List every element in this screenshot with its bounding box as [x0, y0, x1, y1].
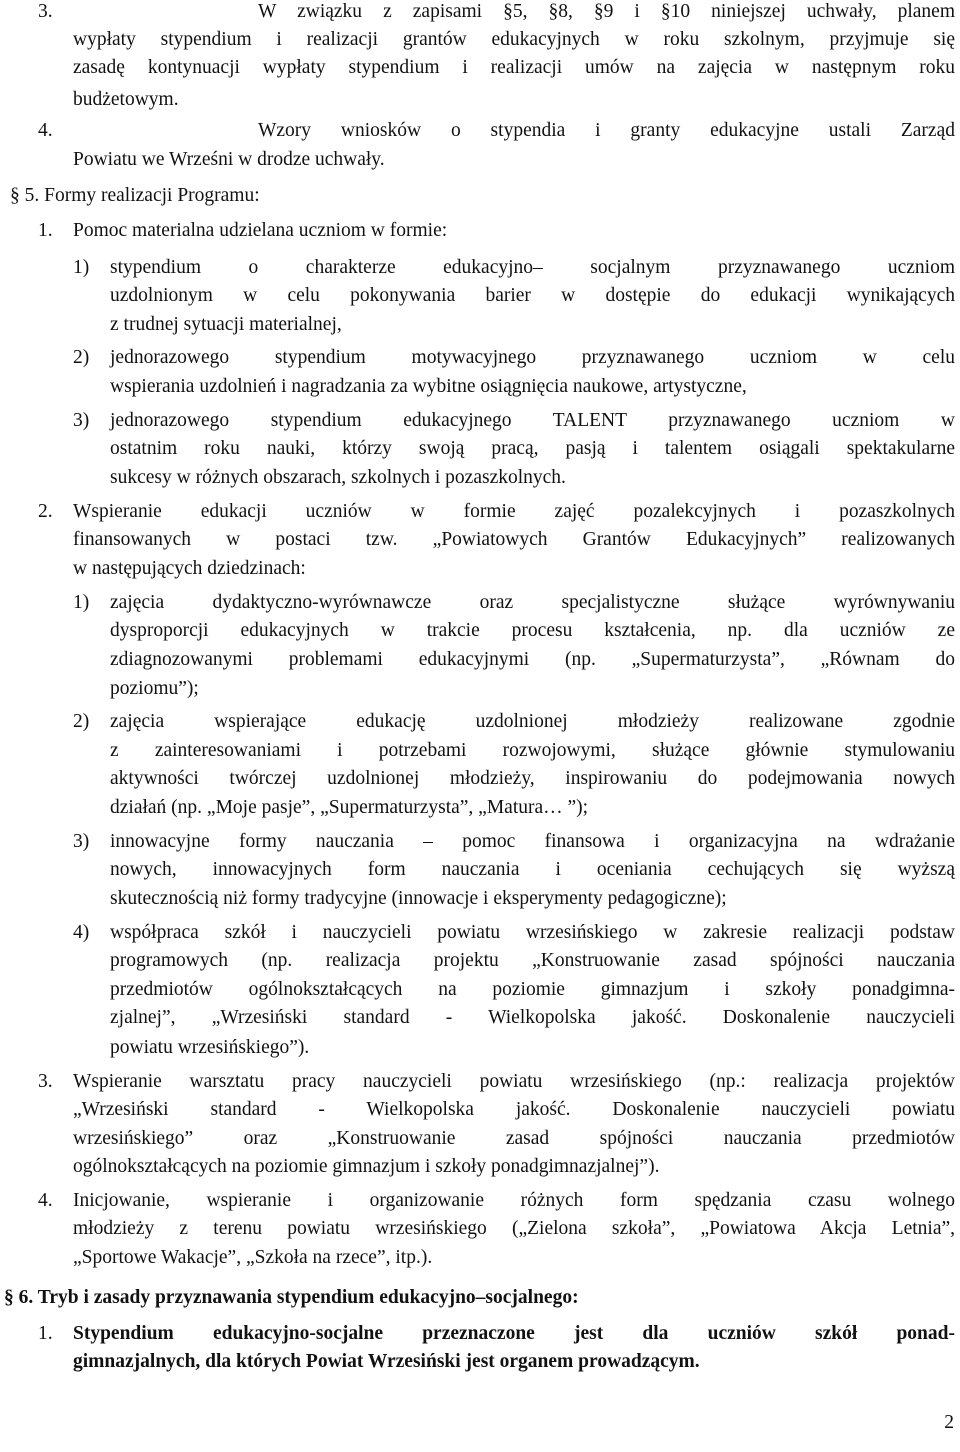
text-line: z zainteresowaniami i potrzebami rozwojowymi, służące głównie stymulowaniu [110, 740, 955, 761]
subitem-number: 1) [73, 592, 90, 613]
subitem-number: 3) [73, 410, 90, 431]
section-heading: § 5. Formy realizacji Programu: [10, 185, 260, 206]
text-line: młodzieży z terenu powiatu wrzesińskiego („Zielona szkoła”, „Powiatowa Akcja Letnia”, [73, 1218, 955, 1239]
text-line: jednorazowego stypendium edukacyjnego TALENT przyznawanego uczniom w [110, 410, 955, 431]
text-line: jednorazowego stypendium motywacyjnego przyznawanego uczniom w celu [110, 347, 955, 368]
item-number: 1. [38, 1323, 53, 1344]
subitem-number: 4) [73, 922, 90, 943]
text-line: Powiatu we Wrześni w drodze uchwały. [73, 149, 385, 170]
text-line: Inicjowanie, wspieranie i organizowanie różnych form spędzania czasu wolnego [73, 1190, 955, 1211]
subitem-number: 1) [73, 257, 90, 278]
text-line: aktywności twórczej uzdolnionej młodzieży, inspirowaniu do podejmowania nowych [110, 768, 955, 789]
text-line: zajęcia wspierające edukację uzdolnionej młodzieży realizowane zgodnie [110, 711, 955, 732]
text-line: wspierania uzdolnień i nagradzania za wybitne osiągnięcia naukowe, artystyczne, [110, 376, 747, 397]
item-number: 1. [38, 220, 53, 241]
text-line: wrzesińskiego” oraz „Konstruowanie zasad spójności nauczania przedmiotów [73, 1128, 955, 1149]
text-line: wypłaty stypendium i realizacji grantów edukacyjnych w roku szkolnym, przyjmuje się [73, 29, 955, 50]
item-number: 2. [38, 501, 53, 522]
text-line: innowacyjne formy nauczania – pomoc finansowa i organizacyjna na wdrażanie [110, 831, 955, 852]
text-line: z trudnej sytuacji materialnej, [110, 314, 342, 335]
item-number: 4. [38, 120, 53, 141]
text-line: powiatu wrzesińskiego”). [110, 1037, 310, 1058]
text-line: „Wrzesiński standard - Wielkopolska jakość. Doskonalenie nauczycieli powiatu [73, 1099, 955, 1120]
text-line: zasadę kontynuacji wypłaty stypendium i realizacji umów na zajęcia w następnym roku [73, 57, 955, 78]
text-line: ogólnokształcących na poziomie gimnazjum i szkoły ponadgimnazjalnej”). [73, 1156, 660, 1177]
text-line: ostatnim roku nauki, którzy swoją pracą, pasją i talentem osiągali spektakularne [110, 438, 955, 459]
text-line: zjalnej”, „Wrzesiński standard - Wielkopolska jakość. Doskonalenie nauczycieli [110, 1007, 955, 1028]
text-line: Wspieranie edukacji uczniów w formie zajęć pozalekcyjnych i pozaszkolnych [73, 501, 955, 522]
text-line: sukcesy w różnych obszarach, szkolnych i pozaszkolnych. [110, 467, 566, 488]
text-line: W związku z zapisami §5, §8, §9 i §10 niniejszej uchwały, planem [258, 1, 955, 22]
subitem-number: 2) [73, 347, 90, 368]
item-number: 3. [38, 1071, 53, 1092]
text-line: poziomu”); [110, 678, 199, 699]
page-number: 2 [944, 1412, 954, 1433]
subitem-number: 2) [73, 711, 90, 732]
text-line: budżetowym. [73, 89, 179, 110]
text-line: gimnazjalnych, dla których Powiat Wrzesiński jest organem prowadzącym. [73, 1351, 700, 1372]
text-line: Wspieranie warsztatu pracy nauczycieli powiatu wrzesińskiego (np.: realizacja projektów [73, 1071, 955, 1092]
text-line: dysproporcji edukacyjnych w trakcie procesu kształcenia, np. dla uczniów ze [110, 620, 955, 641]
text-line: finansowanych w postaci tzw. „Powiatowych Grantów Edukacyjnych” realizowanych [73, 529, 955, 550]
text-line: programowych (np. realizacja projektu „Konstruowanie zasad spójności nauczania [110, 950, 955, 971]
text-line: „Sportowe Wakacje”, „Szkoła na rzece”, itp.). [73, 1247, 433, 1268]
item-number: 3. [38, 1, 53, 22]
text-line: Stypendium edukacyjno-socjalne przeznaczone jest dla uczniów szkół ponad- [73, 1323, 955, 1344]
subitem-number: 3) [73, 831, 90, 852]
text-line: stypendium o charakterze edukacyjno– socjalnym przyznawanego uczniom [110, 257, 955, 278]
text-line: w następujących dziedzinach: [73, 558, 306, 579]
text-line: zajęcia dydaktyczno-wyrównawcze oraz specjalistyczne służące wyrównywaniu [110, 592, 955, 613]
item-number: 4. [38, 1190, 53, 1211]
text-line: uzdolnionym w celu pokonywania barier w dostępie do edukacji wynikających [110, 285, 955, 306]
text-line: skutecznością niż formy tradycyjne (innowacje i eksperymenty pedagogiczne); [110, 888, 727, 909]
text-line: przedmiotów ogólnokształcących na poziomie gimnazjum i szkoły ponadgimna- [110, 979, 955, 1000]
section-heading: § 6. Tryb i zasady przyznawania stypendium edukacyjno–socjalnego: [4, 1287, 579, 1308]
text-line: Pomoc materialna udzielana uczniom w formie: [73, 220, 448, 241]
text-line: Wzory wniosków o stypendia i granty edukacyjne ustali Zarząd [258, 120, 955, 141]
text-line: zdiagnozowanymi problemami edukacyjnymi (np. „Supermaturzysta”, „Równam do [110, 649, 955, 670]
text-line: działań (np. „Moje pasje”, „Supermaturzysta”, „Matura… ”); [110, 797, 589, 818]
text-line: współpraca szkół i nauczycieli powiatu wrzesińskiego w zakresie realizacji podstaw [110, 922, 955, 943]
text-line: nowych, innowacyjnych form nauczania i oceniania cechujących się wyższą [110, 859, 955, 880]
